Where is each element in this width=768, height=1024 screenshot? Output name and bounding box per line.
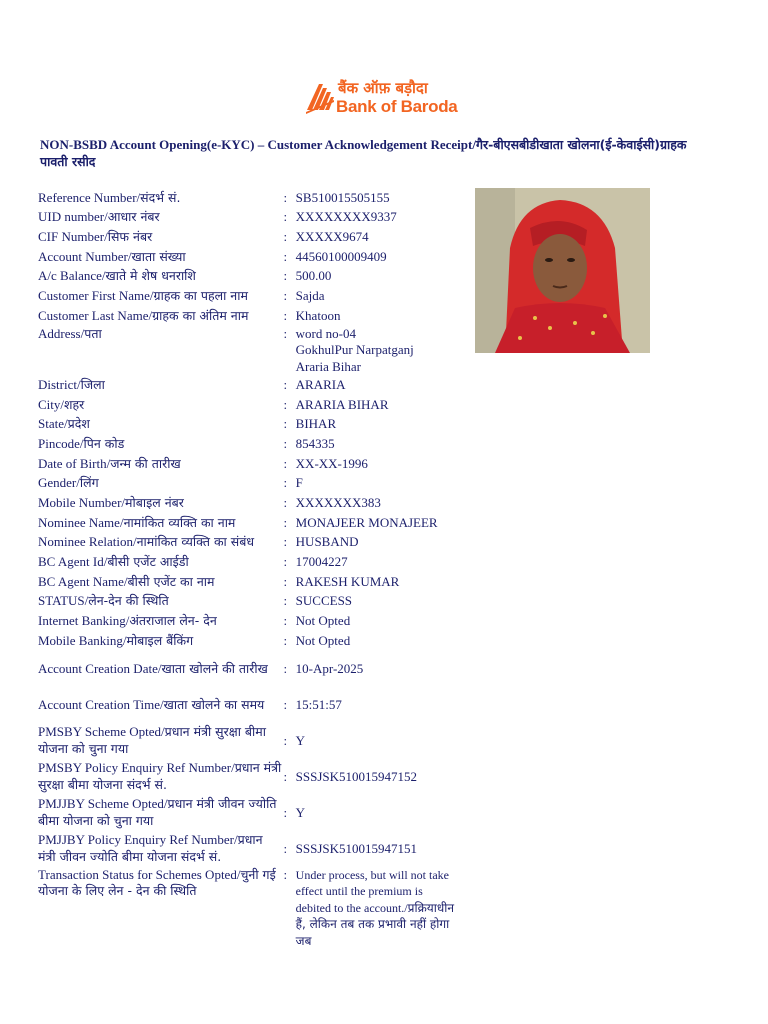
field-value: 17004227 (295, 554, 348, 570)
field-row (38, 375, 458, 395)
address-line: GokhulPur Narpatganj (295, 342, 414, 358)
field-label-hi: खाता खोलने का समय (163, 696, 265, 712)
field-value: SSSJSK510015947152 (295, 768, 418, 784)
field-separator: : (283, 732, 288, 748)
customer-photo-image (475, 188, 650, 353)
field-label-en: STATUS/ (38, 593, 89, 609)
field-value: SUCCESS (295, 593, 353, 609)
field-value: Y (295, 732, 306, 748)
field-row (38, 533, 458, 553)
field-row (38, 247, 458, 267)
field-label (38, 533, 284, 553)
field-label-en: Mobile Number/ (38, 495, 126, 511)
field-value-en: Under process, but will not take effect until the premium is debited to the account./ (295, 867, 449, 915)
field-row (38, 572, 458, 592)
field-separator: : (283, 632, 288, 648)
field-row (38, 795, 458, 831)
field-label-hi: नामांकित व्यक्ति का नाम (123, 514, 236, 530)
field-separator: : (283, 288, 288, 304)
field-label-hi: अंतराजाल लेन- देन (129, 613, 217, 629)
field-label-hi: ग्राहक का पहला नाम (153, 288, 248, 304)
field-value (296, 326, 458, 376)
receipt-title (40, 136, 690, 170)
field-separator: : (283, 376, 288, 392)
field-value: Not Opted (295, 613, 351, 629)
field-label-en: Address/ (38, 325, 85, 341)
field-row (38, 759, 458, 795)
field-value: BIHAR (295, 416, 337, 432)
field-label-hi: मोबाइल नंबर (125, 495, 184, 511)
field-row (38, 286, 458, 306)
field-label (38, 247, 284, 267)
field-label-en: UID number/ (38, 209, 108, 225)
field-label-en: Internet Banking/ (38, 613, 130, 629)
field-value: Khatoon (295, 307, 341, 323)
field-label-en: State/ (38, 416, 68, 432)
field-label-en: Nominee Name/ (38, 514, 124, 530)
field-label-en: A/c Balance/ (38, 268, 106, 284)
field-separator: : (283, 804, 288, 820)
field-separator: : (283, 228, 288, 244)
field-label (38, 188, 284, 208)
field-row (38, 631, 458, 651)
field-label-hi: खाता खोलने की तारीख (161, 660, 268, 676)
field-label (38, 651, 284, 687)
field-label (38, 831, 284, 867)
field-value: 44560100009409 (295, 248, 387, 264)
field-label-en: Transaction Status for Schemes Opted/ (38, 866, 241, 882)
field-label (38, 631, 284, 651)
field-label-hi: प्रधान मंत्री सुरक्षा बीमा योजना संदर्भ सं. (38, 760, 282, 792)
customer-photo (475, 188, 650, 353)
field-value: SSSJSK510015947151 (295, 840, 418, 856)
field-value: XX-XX-1996 (295, 455, 368, 471)
field-label-en: Date of Birth/ (38, 455, 111, 471)
field-value: Not Opted (295, 632, 351, 648)
field-label-hi: मोबाइल बैंकिंग (126, 632, 194, 648)
field-value: ARARIA (295, 376, 346, 392)
field-row (38, 474, 458, 494)
field-row (38, 493, 458, 513)
address-line: Araria Bihar (295, 358, 362, 374)
field-label-en: PMJJBY Scheme Opted/ (38, 796, 168, 812)
field-label-en: PMSBY Policy Enquiry Ref Number/ (38, 760, 235, 776)
field-separator: : (283, 268, 288, 284)
field-label (38, 267, 284, 287)
field-row (38, 208, 458, 228)
field-label-en: Gender/ (38, 475, 80, 491)
field-label-hi: पता (84, 325, 102, 341)
field-separator: : (283, 554, 288, 570)
field-label-en: Nominee Relation/ (38, 534, 137, 550)
field-row (38, 227, 458, 247)
field-label-en: Reference Number/ (38, 189, 141, 205)
field-label-hi: आधार नंबर (107, 209, 160, 225)
field-row (38, 188, 458, 208)
field-label-en: Pincode/ (38, 435, 84, 451)
field-label-en: Customer First Name/ (38, 288, 154, 304)
field-label-hi: सिफ नंबर (107, 228, 153, 244)
field-value: 854335 (295, 435, 335, 451)
field-label (38, 474, 284, 494)
field-label-hi: जन्म की तारीख (110, 455, 181, 471)
field-separator: : (283, 840, 288, 856)
field-label-en: CIF Number/ (38, 228, 108, 244)
field-label (38, 513, 284, 533)
field-label-en: PMJJBY Policy Enquiry Ref Number/ (38, 832, 238, 848)
field-separator: : (283, 248, 288, 264)
field-label (38, 395, 284, 415)
field-value: SB510015505155 (295, 189, 390, 205)
field-separator: : (283, 866, 288, 882)
field-separator: : (283, 768, 288, 784)
field-row (38, 831, 458, 867)
field-label (38, 553, 284, 573)
field-row (38, 434, 458, 454)
field-value: 500.00 (295, 268, 332, 284)
field-label (38, 759, 284, 795)
field-row (38, 612, 458, 632)
field-label-hi: लिंग (79, 475, 99, 491)
field-label (38, 434, 284, 454)
field-label-hi: शहर (64, 396, 85, 412)
field-label-hi: खाता संख्या (131, 248, 186, 264)
field-label (38, 375, 284, 395)
field-separator: : (283, 325, 288, 341)
baroda-sunrise-icon (305, 80, 335, 116)
field-separator: : (283, 593, 288, 609)
field-label (38, 454, 284, 474)
field-label-hi: प्रधान मंत्री सुरक्षा बीमा योजना को चुना गया (38, 724, 266, 756)
field-value-hi: प्रक्रियाधीन हैं, लेकिन तब तक प्रभावी नहीं होगा जब (295, 900, 455, 948)
field-label-hi: ग्राहक का अंतिम नाम (152, 307, 249, 323)
logo-english-text: Bank of Baroda (336, 97, 458, 116)
receipt-title-en: NON-BSBD Account Opening(e-KYC) – Customer Acknowledgement Receipt/ (40, 137, 476, 152)
field-separator: : (283, 396, 288, 412)
field-row (38, 553, 458, 573)
field-separator: : (283, 416, 288, 432)
field-separator: : (283, 573, 288, 589)
field-label (38, 723, 284, 759)
field-label-en: Account Number/ (38, 248, 132, 264)
field-label (38, 415, 284, 435)
field-label-hi: जिला (80, 376, 105, 392)
field-row (38, 592, 458, 612)
field-label-hi: लेन-देन की स्थिति (88, 593, 169, 609)
field-value (296, 867, 458, 950)
field-label (38, 286, 284, 306)
field-separator: : (283, 209, 288, 225)
field-value: ARARIA BIHAR (295, 396, 389, 412)
field-label (38, 326, 284, 376)
field-label (38, 227, 284, 247)
field-separator: : (283, 514, 288, 530)
field-label-hi: खाते मे शेष धनराशि (105, 268, 196, 284)
field-label-hi: प्रदेश (67, 416, 90, 432)
field-value: XXXXXXX383 (295, 495, 381, 511)
field-value: Sajda (295, 288, 325, 304)
field-row (38, 651, 458, 687)
address-line: word no-04 (295, 325, 356, 341)
field-value: MONAJEER MONAJEER (295, 514, 438, 530)
field-label-hi: बीसी एजेंट आईडी (107, 554, 189, 570)
field-separator: : (283, 475, 288, 491)
field-value: XXXXXXXX9337 (295, 209, 397, 225)
field-label-hi: नामांकित व्यक्ति का संबंध (136, 534, 255, 550)
field-separator: : (283, 613, 288, 629)
field-row (38, 454, 458, 474)
field-label-hi: प्रधान मंत्री जीवन ज्योति बीमा योजना संदर्भ सं. (38, 832, 263, 864)
field-row (38, 326, 458, 376)
field-row (38, 687, 458, 723)
field-row (38, 723, 458, 759)
field-label (38, 687, 284, 723)
field-label-en: PMSBY Scheme Opted/ (38, 724, 165, 740)
field-separator: : (283, 435, 288, 451)
customer-details-table (38, 188, 458, 949)
field-row (38, 415, 458, 435)
receipt-title-hi: गैर-बीएसबीडीखाता खोलना(ई-केवाईसी)ग्राहक पावती रसीद (40, 137, 687, 169)
field-label (38, 867, 284, 950)
field-label-en: Mobile Banking/ (38, 632, 127, 648)
field-value: RAKESH KUMAR (295, 573, 400, 589)
field-label (38, 795, 284, 831)
field-separator: : (283, 455, 288, 471)
field-separator: : (283, 660, 288, 676)
field-row (38, 306, 458, 326)
field-separator: : (283, 696, 288, 712)
field-label-hi: प्रधान मंत्री जीवन ज्योति बीमा योजना को चुना गया (38, 796, 277, 828)
field-label-hi: संदर्भ सं. (140, 189, 181, 205)
field-value: Y (295, 804, 306, 820)
field-row (38, 267, 458, 287)
field-label-en: Customer Last Name/ (38, 307, 153, 323)
field-label-en: BC Agent Name/ (38, 573, 128, 589)
field-label (38, 572, 284, 592)
field-label (38, 306, 284, 326)
field-label-hi: चुनी गई योजना के लिए लेन - देन की स्थिति (38, 866, 276, 899)
field-label-en: City/ (38, 396, 65, 412)
field-separator: : (283, 307, 288, 323)
field-value: HUSBAND (295, 534, 359, 550)
field-value: 10-Apr-2025 (295, 660, 364, 676)
field-label (38, 208, 284, 228)
field-label-hi: बीसी एजेंट का नाम (127, 573, 215, 589)
field-row (38, 867, 458, 950)
field-label-hi: पिन कोड (83, 435, 125, 451)
field-separator: : (283, 495, 288, 511)
field-label (38, 493, 284, 513)
field-label-en: BC Agent Id/ (38, 554, 108, 570)
field-label-en: District/ (38, 376, 81, 392)
field-row (38, 513, 458, 533)
field-value: F (295, 475, 303, 491)
field-label-en: Account Creation Date/ (38, 660, 162, 676)
logo-hindi-text: बैंक ऑफ़ बड़ौदा (338, 79, 428, 97)
field-label (38, 612, 284, 632)
field-label-en: Account Creation Time/ (38, 696, 164, 712)
bank-logo (305, 80, 475, 122)
field-value: 15:51:57 (295, 696, 342, 712)
field-separator: : (283, 189, 288, 205)
field-separator: : (283, 534, 288, 550)
field-row (38, 395, 458, 415)
field-label (38, 592, 284, 612)
field-value: XXXXX9674 (295, 228, 369, 244)
